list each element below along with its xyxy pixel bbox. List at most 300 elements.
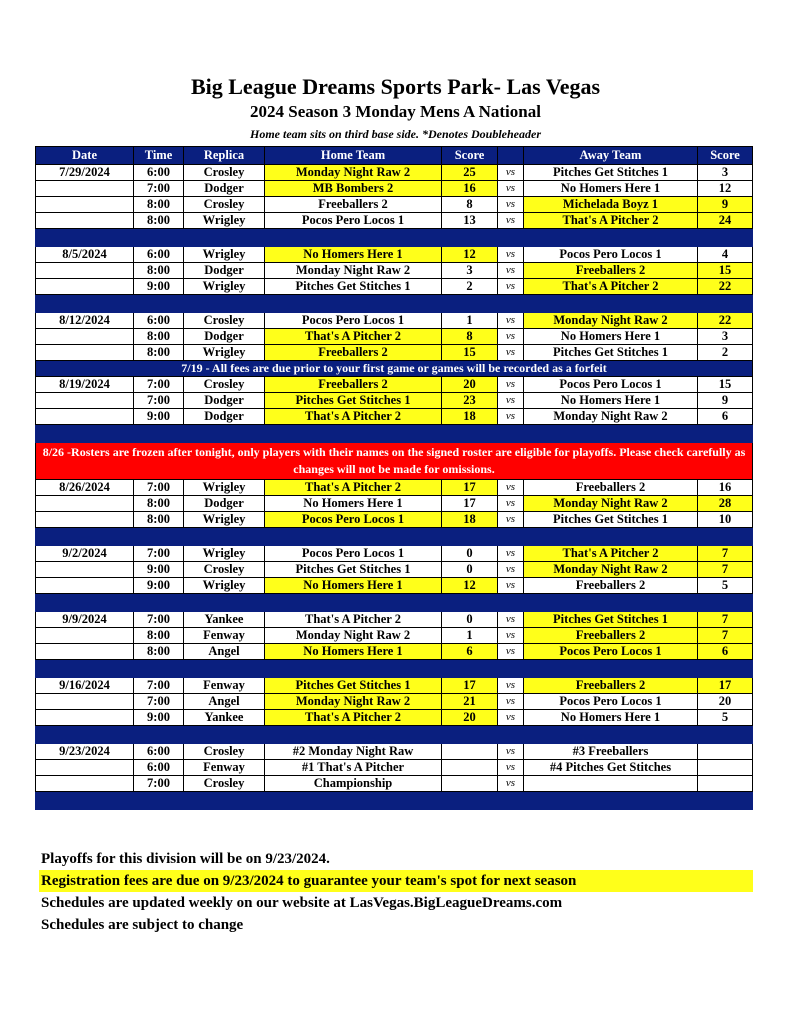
away-score-cell: 4 [698,247,753,263]
home-team-cell: Pocos Pero Locos 1 [265,512,442,528]
replica-cell: Dodger [184,496,265,512]
away-team-cell: Freeballers 2 [524,678,698,694]
date-cell: 7/29/2024 [36,165,134,181]
separator-cell [134,726,184,744]
replica-cell: Wrigley [184,279,265,295]
col-header-home-score: Score [442,147,498,165]
separator-row [36,425,753,443]
vs-cell: vs [498,181,524,197]
separator-cell [184,295,265,313]
separator-cell [36,425,134,443]
date-cell [36,213,134,229]
notice-row [36,361,753,377]
date-cell: 9/23/2024 [36,744,134,760]
separator-cell [134,229,184,247]
separator-cell [36,594,134,612]
away-score-cell: 2 [698,345,753,361]
away-score-cell: 3 [698,329,753,345]
home-team-cell: Pitches Get Stitches 1 [265,279,442,295]
away-team-cell: No Homers Here 1 [524,329,698,345]
home-score-cell: 0 [442,562,498,578]
roster-alert-text: 8/26 -Rosters are frozen after tonight, only players with their names on the signed roster are eligible for playoffs. Please check carefully as changes will not be made for omissions. [36,443,753,480]
home-team-cell: That's A Pitcher 2 [265,480,442,496]
date-cell [36,694,134,710]
table-row [36,181,753,197]
separator-cell [498,528,524,546]
separator-cell [184,528,265,546]
vs-cell: vs [498,496,524,512]
home-team-cell: Monday Night Raw 2 [265,263,442,279]
home-team-cell: Freeballers 2 [265,345,442,361]
separator-cell [265,229,442,247]
date-cell: 9/16/2024 [36,678,134,694]
home-score-cell: 18 [442,512,498,528]
date-cell: 8/26/2024 [36,480,134,496]
replica-cell: Wrigley [184,345,265,361]
home-score-cell: 17 [442,496,498,512]
date-cell [36,329,134,345]
home-score-cell [442,776,498,792]
date-cell [36,393,134,409]
away-team-cell: Pitches Get Stitches 1 [524,345,698,361]
replica-cell: Fenway [184,760,265,776]
col-header-vs [498,147,524,165]
away-team-cell: Michelada Boyz 1 [524,197,698,213]
separator-cell [524,295,698,313]
replica-cell: Wrigley [184,247,265,263]
footer-line: Schedules are updated weekly on our website at LasVegas.BigLeagueDreams.com [41,895,563,911]
away-score-cell: 7 [698,628,753,644]
table-row [36,578,753,594]
home-team-cell: No Homers Here 1 [265,644,442,660]
home-score-cell: 8 [442,329,498,345]
date-cell [36,578,134,594]
footer-line: Schedules are subject to change [41,917,244,933]
away-score-cell: 15 [698,263,753,279]
home-team-cell: Pitches Get Stitches 1 [265,393,442,409]
separator-cell [698,528,753,546]
col-header-away-score: Score [698,147,753,165]
home-team-cell: No Homers Here 1 [265,247,442,263]
replica-cell: Dodger [184,329,265,345]
separator-cell [442,528,498,546]
home-score-cell: 0 [442,546,498,562]
table-row [36,496,753,512]
away-team-cell: Freeballers 2 [524,628,698,644]
separator-cell [442,726,498,744]
separator-cell [134,295,184,313]
home-team-cell: Monday Night Raw 2 [265,628,442,644]
home-score-cell: 1 [442,628,498,644]
table-row [36,562,753,578]
home-team-cell: Pitches Get Stitches 1 [265,678,442,694]
separator-cell [184,726,265,744]
separator-row [36,229,753,247]
date-cell [36,628,134,644]
table-row [36,710,753,726]
time-cell: 7:00 [134,546,184,562]
separator-cell [265,528,442,546]
away-team-cell: Monday Night Raw 2 [524,562,698,578]
separator-cell [442,594,498,612]
home-team-cell: Pitches Get Stitches 1 [265,562,442,578]
away-score-cell [698,776,753,792]
vs-cell: vs [498,263,524,279]
time-cell: 9:00 [134,279,184,295]
time-cell: 6:00 [134,744,184,760]
away-team-cell: That's A Pitcher 2 [524,546,698,562]
date-cell [36,776,134,792]
table-row [36,279,753,295]
separator-cell [698,295,753,313]
home-score-cell: 0 [442,612,498,628]
away-score-cell: 24 [698,213,753,229]
away-score-cell: 7 [698,612,753,628]
separator-cell [134,528,184,546]
separator-cell [442,425,498,443]
date-cell: 9/2/2024 [36,546,134,562]
separator-cell [184,594,265,612]
vs-cell: vs [498,628,524,644]
time-cell: 6:00 [134,165,184,181]
replica-cell: Dodger [184,393,265,409]
separator-cell [442,229,498,247]
separator-cell [184,660,265,678]
separator-row [36,594,753,612]
table-row [36,546,753,562]
home-team-cell: #1 That's A Pitcher [265,760,442,776]
home-score-cell: 17 [442,480,498,496]
replica-cell: Dodger [184,181,265,197]
table-row [36,480,753,496]
time-cell: 7:00 [134,678,184,694]
separator-cell [498,594,524,612]
time-cell: 7:00 [134,377,184,393]
replica-cell: Wrigley [184,546,265,562]
away-team-cell: Pocos Pero Locos 1 [524,247,698,263]
vs-cell: vs [498,377,524,393]
date-cell [36,710,134,726]
separator-cell [498,660,524,678]
col-header-replica: Replica [184,147,265,165]
time-cell: 8:00 [134,213,184,229]
date-cell [36,197,134,213]
vs-cell: vs [498,612,524,628]
home-team-cell: Freeballers 2 [265,377,442,393]
replica-cell: Wrigley [184,578,265,594]
separator-cell [698,229,753,247]
time-cell: 6:00 [134,313,184,329]
date-cell [36,263,134,279]
separator-cell [698,792,753,810]
vs-cell: vs [498,512,524,528]
home-team-cell: Championship [265,776,442,792]
separator-cell [134,660,184,678]
home-score-cell: 20 [442,377,498,393]
separator-cell [265,594,442,612]
away-team-cell: Monday Night Raw 2 [524,496,698,512]
replica-cell: Yankee [184,612,265,628]
home-score-cell [442,744,498,760]
away-score-cell: 9 [698,197,753,213]
home-team-cell: No Homers Here 1 [265,578,442,594]
time-cell: 9:00 [134,562,184,578]
separator-cell [265,726,442,744]
vs-cell: vs [498,345,524,361]
separator-cell [184,792,265,810]
separator-cell [265,425,442,443]
away-team-cell: Pocos Pero Locos 1 [524,694,698,710]
separator-cell [524,229,698,247]
home-score-cell: 20 [442,710,498,726]
separator-cell [36,229,134,247]
alert-row [36,443,753,480]
separator-cell [524,660,698,678]
replica-cell: Fenway [184,628,265,644]
away-team-cell: #3 Freeballers [524,744,698,760]
away-team-cell: No Homers Here 1 [524,710,698,726]
date-cell [36,512,134,528]
away-score-cell: 22 [698,313,753,329]
time-cell: 9:00 [134,409,184,425]
replica-cell: Crosley [184,776,265,792]
separator-cell [498,295,524,313]
table-row [36,612,753,628]
col-header-time: Time [134,147,184,165]
separator-cell [524,594,698,612]
vs-cell: vs [498,393,524,409]
away-score-cell: 10 [698,512,753,528]
home-score-cell: 2 [442,279,498,295]
home-score-cell: 21 [442,694,498,710]
vs-cell: vs [498,744,524,760]
away-score-cell: 17 [698,678,753,694]
time-cell: 8:00 [134,512,184,528]
replica-cell: Crosley [184,562,265,578]
away-score-cell: 20 [698,694,753,710]
footer-notes [39,848,753,936]
replica-cell: Crosley [184,197,265,213]
time-cell: 7:00 [134,694,184,710]
away-team-cell: Pitches Get Stitches 1 [524,165,698,181]
separator-cell [524,425,698,443]
home-team-cell: Monday Night Raw 2 [265,694,442,710]
separator-cell [698,594,753,612]
away-team-cell: Pitches Get Stitches 1 [524,612,698,628]
separator-cell [498,726,524,744]
vs-cell: vs [498,313,524,329]
table-row [36,776,753,792]
home-team-cell: That's A Pitcher 2 [265,710,442,726]
home-score-cell [442,760,498,776]
page-subtitle: 2024 Season 3 Monday Mens A National [250,102,541,121]
table-row [36,512,753,528]
home-team-cell: That's A Pitcher 2 [265,409,442,425]
away-score-cell: 28 [698,496,753,512]
away-team-cell: No Homers Here 1 [524,181,698,197]
time-cell: 8:00 [134,329,184,345]
away-score-cell: 6 [698,644,753,660]
time-cell: 9:00 [134,578,184,594]
vs-cell: vs [498,409,524,425]
away-score-cell: 3 [698,165,753,181]
away-team-cell: #4 Pitches Get Stitches [524,760,698,776]
table-row [36,644,753,660]
away-score-cell: 9 [698,393,753,409]
date-cell: 8/12/2024 [36,313,134,329]
schedule-table [35,146,753,810]
away-team-cell: Pitches Get Stitches 1 [524,512,698,528]
table-row [36,744,753,760]
col-header-date: Date [36,147,134,165]
home-team-cell: MB Bombers 2 [265,181,442,197]
separator-cell [524,792,698,810]
separator-cell [134,792,184,810]
home-score-cell: 23 [442,393,498,409]
table-row [36,760,753,776]
table-row [36,678,753,694]
separator-cell [36,528,134,546]
away-team-cell: Monday Night Raw 2 [524,409,698,425]
separator-row [36,528,753,546]
vs-cell: vs [498,546,524,562]
date-cell [36,345,134,361]
vs-cell: vs [498,329,524,345]
page-note: Home team sits on third base side. *Denotes Doubleheader [250,127,541,141]
separator-cell [498,229,524,247]
table-header-row [36,147,753,165]
date-cell: 8/5/2024 [36,247,134,263]
separator-row [36,660,753,678]
home-team-cell: That's A Pitcher 2 [265,329,442,345]
table-row [36,247,753,263]
vs-cell: vs [498,776,524,792]
home-score-cell: 3 [442,263,498,279]
replica-cell: Crosley [184,313,265,329]
away-score-cell: 22 [698,279,753,295]
vs-cell: vs [498,760,524,776]
date-cell [36,409,134,425]
vs-cell: vs [498,279,524,295]
home-score-cell: 13 [442,213,498,229]
away-score-cell: 5 [698,578,753,594]
date-cell [36,279,134,295]
vs-cell: vs [498,678,524,694]
home-score-cell: 25 [442,165,498,181]
date-cell: 8/19/2024 [36,377,134,393]
home-score-cell: 12 [442,578,498,594]
separator-cell [442,295,498,313]
date-cell: 9/9/2024 [36,612,134,628]
replica-cell: Angel [184,694,265,710]
table-row [36,197,753,213]
vs-cell: vs [498,562,524,578]
separator-row [36,726,753,744]
separator-cell [265,792,442,810]
separator-cell [524,726,698,744]
replica-cell: Wrigley [184,512,265,528]
date-cell [36,181,134,197]
table-row [36,329,753,345]
away-team-cell: That's A Pitcher 2 [524,213,698,229]
time-cell: 8:00 [134,644,184,660]
table-row [36,165,753,181]
away-team-cell: Pocos Pero Locos 1 [524,377,698,393]
replica-cell: Crosley [184,377,265,393]
table-row [36,345,753,361]
away-team-cell: No Homers Here 1 [524,393,698,409]
separator-cell [134,594,184,612]
home-team-cell: Pocos Pero Locos 1 [265,546,442,562]
time-cell: 8:00 [134,263,184,279]
vs-cell: vs [498,213,524,229]
footer-line: Registration fees are due on 9/23/2024 to guarantee your team's spot for next season [39,870,753,892]
time-cell: 8:00 [134,345,184,361]
away-score-cell: 7 [698,546,753,562]
vs-cell: vs [498,480,524,496]
table-row [36,409,753,425]
table-row [36,313,753,329]
replica-cell: Dodger [184,263,265,279]
away-score-cell [698,760,753,776]
date-cell [36,496,134,512]
col-header-away-team: Away Team [524,147,698,165]
table-row [36,263,753,279]
home-score-cell: 16 [442,181,498,197]
separator-cell [498,792,524,810]
away-team-cell: Freeballers 2 [524,480,698,496]
time-cell: 8:00 [134,197,184,213]
time-cell: 7:00 [134,776,184,792]
separator-cell [36,295,134,313]
replica-cell: Wrigley [184,480,265,496]
away-score-cell [698,744,753,760]
time-cell: 7:00 [134,612,184,628]
separator-cell [36,792,134,810]
away-score-cell: 15 [698,377,753,393]
time-cell: 8:00 [134,628,184,644]
schedule-body [36,165,753,810]
separator-cell [498,425,524,443]
separator-cell [134,425,184,443]
replica-cell: Crosley [184,165,265,181]
separator-cell [524,528,698,546]
separator-row [36,792,753,810]
home-score-cell: 12 [442,247,498,263]
replica-cell: Yankee [184,710,265,726]
separator-cell [36,726,134,744]
fee-notice-text: 7/19 - All fees are due prior to your first game or games will be recorded as a forfeit [36,361,753,377]
time-cell: 7:00 [134,181,184,197]
replica-cell: Crosley [184,744,265,760]
home-team-cell: That's A Pitcher 2 [265,612,442,628]
separator-cell [698,425,753,443]
vs-cell: vs [498,165,524,181]
away-team-cell [524,776,698,792]
separator-cell [442,792,498,810]
vs-cell: vs [498,197,524,213]
table-row [36,694,753,710]
away-team-cell: Monday Night Raw 2 [524,313,698,329]
table-row [36,377,753,393]
time-cell: 9:00 [134,710,184,726]
table-row [36,628,753,644]
away-score-cell: 7 [698,562,753,578]
separator-cell [698,726,753,744]
away-team-cell: That's A Pitcher 2 [524,279,698,295]
time-cell: 6:00 [134,760,184,776]
time-cell: 7:00 [134,393,184,409]
